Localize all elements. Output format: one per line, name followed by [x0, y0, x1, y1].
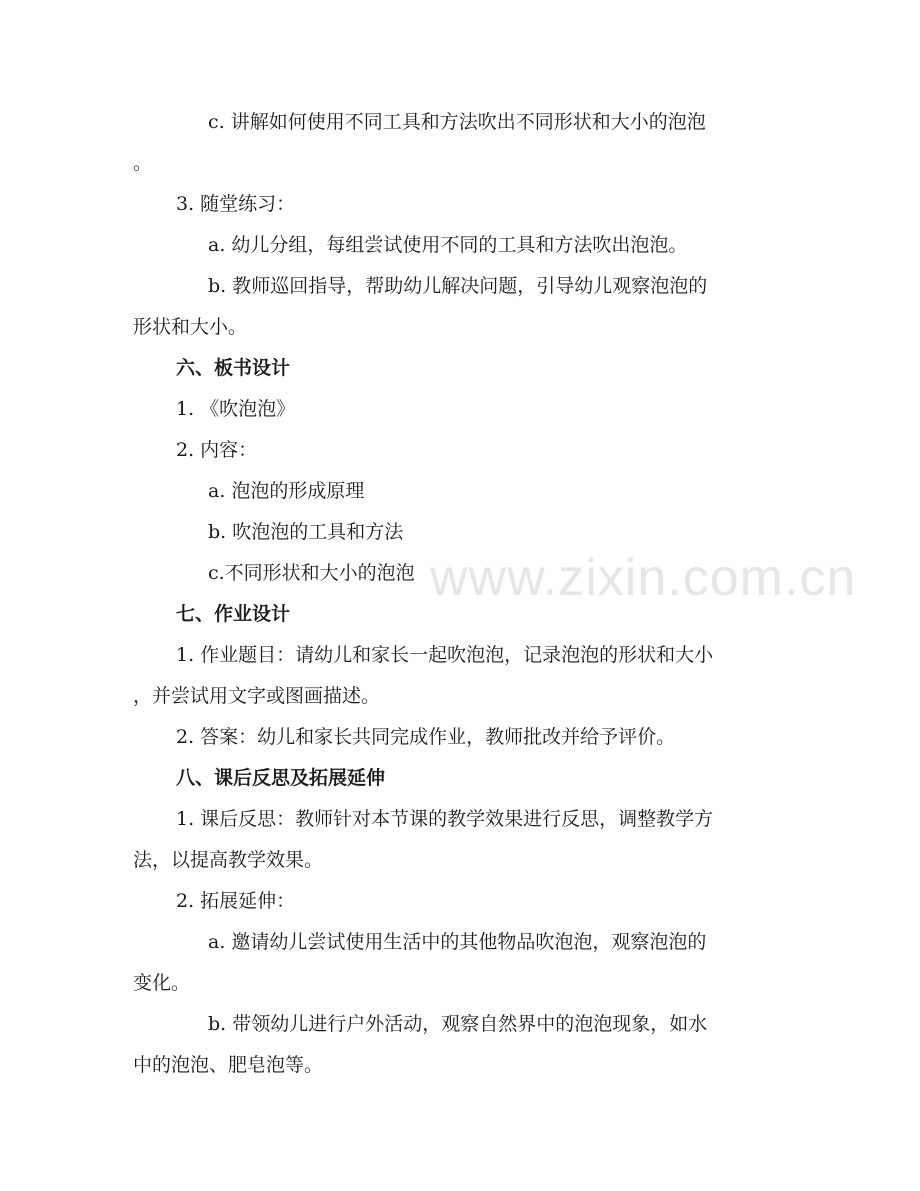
- section-heading: 七、作业设计: [176, 603, 291, 625]
- text-line: 形状和大小。: [133, 316, 248, 338]
- text-line: 中的泡泡、肥皂泡等。: [133, 1054, 324, 1076]
- list-item: 3. 随堂练习：: [176, 193, 296, 215]
- text-line: b. 教师巡回指导，帮助幼儿解决问题，引导幼儿观察泡泡的: [208, 275, 708, 297]
- text-line: 变化。: [133, 972, 191, 994]
- watermark: www.zixin.com.cn: [430, 549, 857, 607]
- text-line: a. 邀请幼儿尝试使用生活中的其他物品吹泡泡，观察泡泡的: [208, 931, 707, 953]
- text-line: 法，以提高教学效果。: [133, 849, 324, 871]
- list-item: 2. 内容：: [176, 439, 258, 461]
- text-line: 。: [133, 152, 153, 174]
- text-line: c.不同形状和大小的泡泡: [208, 562, 415, 584]
- text-line: ，并尝试用文字或图画描述。: [133, 685, 381, 707]
- list-item: 1. 《吹泡泡》: [176, 398, 296, 420]
- list-item: 2. 答案：幼儿和家长共同完成作业，教师批改并给予评价。: [176, 726, 676, 748]
- section-heading: 六、板书设计: [176, 357, 291, 379]
- list-item: 2. 拓展延伸：: [176, 890, 296, 912]
- text-line: b. 带领幼儿进行户外活动，观察自然界中的泡泡现象，如水: [208, 1013, 708, 1035]
- text-line: c. 讲解如何使用不同工具和方法吹出不同形状和大小的泡泡: [208, 111, 706, 133]
- text-line: b. 吹泡泡的工具和方法: [208, 521, 404, 543]
- section-heading: 八、课后反思及拓展延伸: [176, 767, 386, 789]
- list-item: 1. 作业题目：请幼儿和家长一起吹泡泡，记录泡泡的形状和大小: [176, 644, 714, 666]
- text-line: a. 泡泡的形成原理: [208, 480, 365, 502]
- list-item: 1. 课后反思：教师针对本节课的教学效果进行反思，调整教学方: [176, 808, 714, 830]
- text-line: a. 幼儿分组，每组尝试使用不同的工具和方法吹出泡泡。: [208, 234, 688, 256]
